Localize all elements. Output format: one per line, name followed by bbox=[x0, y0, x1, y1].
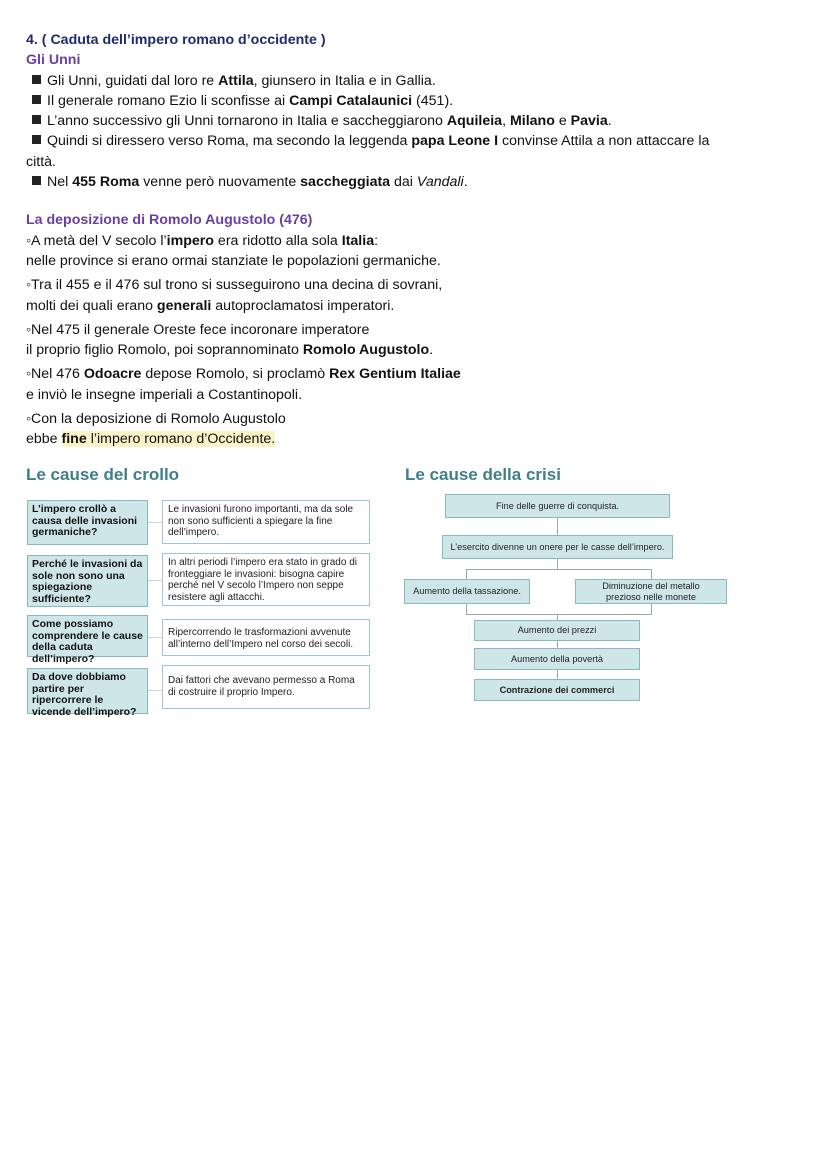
flow-arrow bbox=[466, 569, 467, 579]
square-bullet-icon bbox=[32, 135, 41, 144]
connector-line bbox=[148, 637, 162, 638]
paragraph-line: molti dei quali erano generali autoproclamatosi imperatori. bbox=[26, 297, 395, 314]
flow-arrow bbox=[557, 518, 558, 535]
answer-box: Ripercorrendo le trasformazioni avvenute all’interno dell’Impero nel corso dei secoli. bbox=[162, 619, 370, 656]
connector-line bbox=[148, 690, 162, 691]
flow-arrow bbox=[651, 569, 652, 579]
flow-arrow bbox=[651, 604, 652, 614]
flow-node: Contrazione dei commerci bbox=[474, 679, 640, 701]
section-heading-unni: Gli Unni bbox=[26, 52, 81, 69]
flow-node: Aumento della tassazione. bbox=[404, 579, 530, 604]
bullet-item: Nel 455 Roma venne però nuovamente saccheggiata dai Vandali. bbox=[26, 172, 806, 192]
bullet-item: Il generale romano Ezio li sconfisse ai Campi Catalaunici (451). bbox=[26, 91, 806, 111]
section-heading-romolo: La deposizione di Romolo Augustolo (476) bbox=[26, 212, 313, 229]
square-bullet-icon bbox=[32, 75, 41, 84]
flow-arrow bbox=[557, 670, 558, 679]
flow-arrow bbox=[466, 604, 467, 614]
question-box: Come possiamo comprendere le cause della caduta dell’impero? bbox=[27, 615, 148, 657]
flow-branch-line bbox=[466, 569, 652, 570]
connector-line bbox=[148, 522, 162, 523]
bullet-item: Gli Unni, guidati dal loro re Attila, giunsero in Italia e in Gallia. bbox=[26, 71, 806, 91]
square-bullet-icon bbox=[32, 176, 41, 185]
answer-box: Dai fattori che avevano permesso a Roma di costruire il proprio Impero. bbox=[162, 665, 370, 709]
notes-text bbox=[26, 30, 806, 450]
connector-line bbox=[148, 580, 162, 581]
paragraph-line: e inviò le insegne imperiali a Costantinopoli. bbox=[26, 386, 303, 403]
square-bullet-icon bbox=[32, 115, 41, 124]
paragraph-line: ◦Nel 476 Odoacre depose Romolo, si proclamò Rex Gentium Italiae bbox=[26, 366, 461, 383]
flow-node: Diminuzione del metallo prezioso nelle monete bbox=[575, 579, 727, 604]
flow-arrow bbox=[557, 559, 558, 569]
crollo-title: Le cause del crollo bbox=[26, 465, 180, 484]
bullet-item-continuation: città. bbox=[26, 153, 56, 170]
flow-arrow bbox=[557, 641, 558, 648]
answer-box: Le invasioni furono importanti, ma da sole non sono sufficienti a spiegare la fine dell’impero. bbox=[162, 500, 370, 544]
flow-node: Fine delle guerre di conquista. bbox=[445, 494, 670, 518]
flow-node: Aumento della povertà bbox=[474, 648, 640, 670]
paragraph-line: il proprio figlio Romolo, poi soprannominato Romolo Augustolo. bbox=[26, 342, 434, 359]
paragraph-line: ebbe fine l’impero romano d’Occidente. bbox=[26, 431, 276, 448]
question-box: L’impero crollò a causa delle invasioni germaniche? bbox=[27, 500, 148, 545]
flow-node: Aumento dei prezzi bbox=[474, 620, 640, 641]
square-bullet-icon bbox=[32, 95, 41, 104]
question-box: Perché le invasioni da sole non sono una spiegazione sufficiente? bbox=[27, 555, 148, 607]
flow-merge-line bbox=[466, 614, 652, 615]
chapter-heading: 4. ( Caduta dell’impero romano d’occidente ) bbox=[26, 32, 326, 48]
paragraph-line: nelle province si erano ormai stanziate le popolazioni germaniche. bbox=[26, 252, 441, 269]
paragraph-line: ◦Nel 475 il generale Oreste fece incoronare imperatore bbox=[26, 321, 370, 338]
crisi-title: Le cause della crisi bbox=[405, 465, 561, 484]
paragraph-line: ◦Con la deposizione di Romolo Augustolo bbox=[26, 411, 286, 428]
bullet-item: L’anno successivo gli Unni tornarono in Italia e saccheggiarono Aquileia, Milano e Pavia. bbox=[26, 111, 806, 131]
paragraph-line: ◦A metà del V secolo l’impero era ridotto alla sola Italia: bbox=[26, 232, 379, 249]
flow-node: L’esercito divenne un onere per le casse dell’impero. bbox=[442, 535, 673, 559]
answer-box: In altri periodi l’impero era stato in grado di fronteggiare le invasioni: bisogna capire perché nel V secolo l’Impero non seppe resistere agli attacchi. bbox=[162, 553, 370, 606]
bullet-item: Quindi si diressero verso Roma, ma secondo la leggenda papa Leone I convinse Attila a non attaccare la bbox=[26, 131, 806, 151]
question-box: Da dove dobbiamo partire per ripercorrere le vicende dell’impero? bbox=[27, 668, 148, 714]
paragraph-line: ◦Tra il 455 e il 476 sul trono si susseguirono una decina di sovrani, bbox=[26, 277, 443, 294]
